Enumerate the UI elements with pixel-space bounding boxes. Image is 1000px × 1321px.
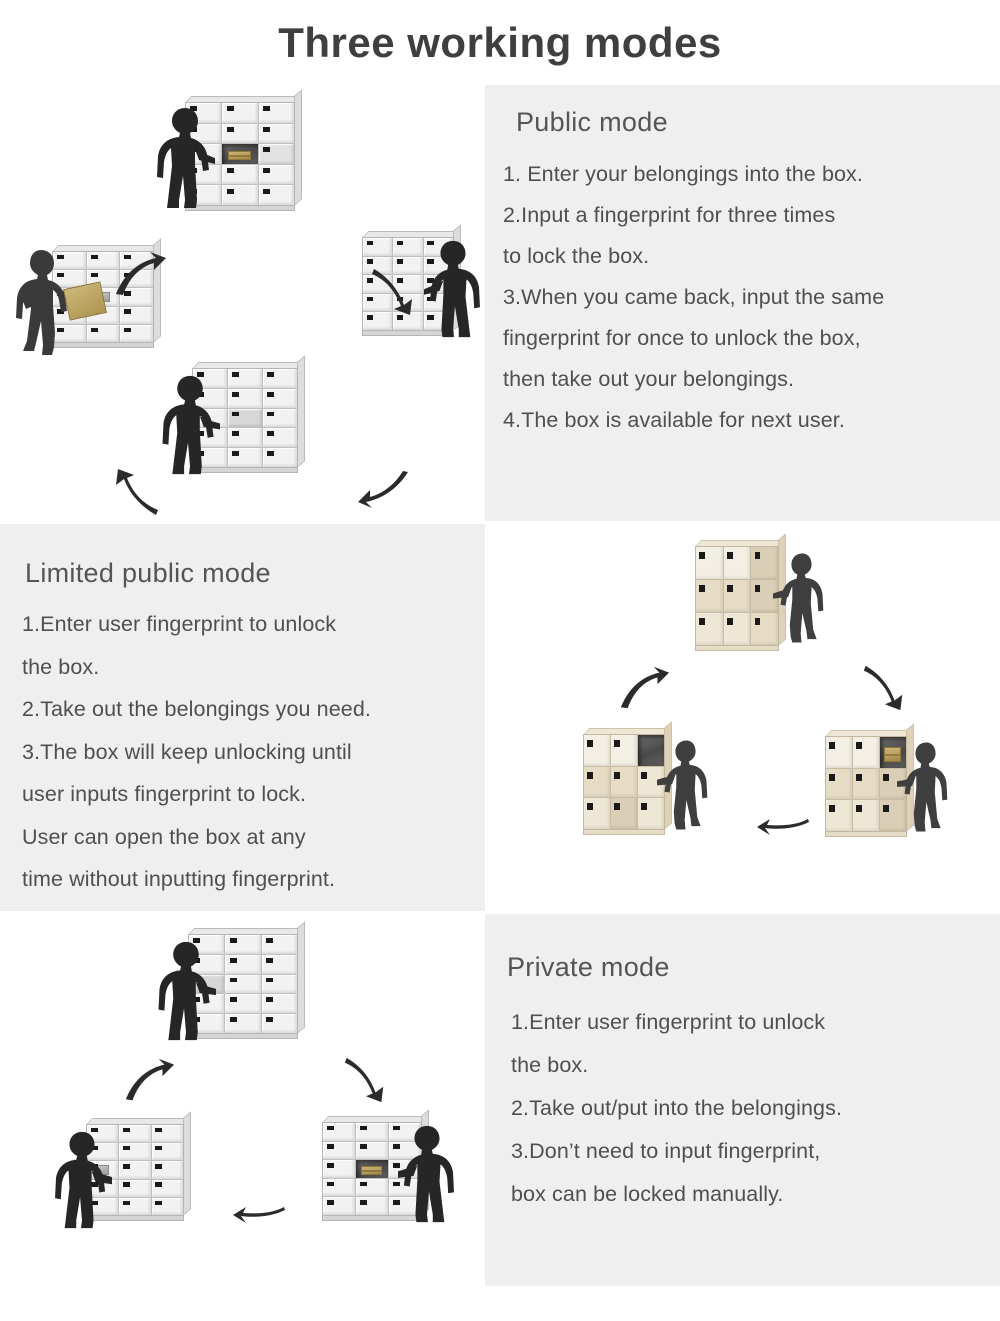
locker-door[interactable]	[263, 389, 297, 408]
private-step-2: 2.Take out/put into the belongings.	[511, 1096, 843, 1120]
private-step-1-cont: the box.	[511, 1053, 589, 1077]
man-silhouette	[155, 104, 215, 212]
locker-door[interactable]	[263, 369, 297, 388]
public-mode-step-3-cont-a: fingerprint for once to unlock the box,	[503, 326, 861, 350]
arrow-top-to-right	[368, 265, 418, 317]
public-mode-step-2-cont: to lock the box.	[503, 244, 650, 268]
public-mode-step-4: 4.The box is available for next user.	[503, 408, 845, 432]
private-mode-illustration-panel	[0, 914, 485, 1286]
limited-public-mode-illustration-panel	[485, 524, 1000, 911]
man-silhouette	[52, 1128, 112, 1232]
man-silhouette	[398, 1122, 456, 1226]
locker-door[interactable]	[584, 767, 610, 798]
limited-public-mode-title: Limited public mode	[25, 558, 271, 588]
limited-public-mode-text-panel	[0, 524, 485, 911]
node-man-taking-parcel	[322, 1122, 422, 1216]
locker-door[interactable]	[263, 409, 297, 428]
locker-door[interactable]	[724, 613, 751, 645]
locker-door[interactable]	[724, 547, 751, 579]
locker-door[interactable]	[119, 1125, 150, 1142]
public-mode-title: Public mode	[516, 107, 668, 137]
locker-door[interactable]	[356, 1142, 388, 1160]
public-mode-text-panel	[485, 85, 1000, 521]
man-silhouette	[160, 372, 220, 478]
woman-silhouette	[773, 546, 825, 650]
page-title: Three working modes	[278, 18, 722, 66]
locker-door[interactable]	[826, 769, 852, 800]
arrow-right-to-bottom	[358, 470, 412, 512]
locker-door[interactable]	[323, 1123, 355, 1141]
locker-door-open[interactable]	[222, 144, 257, 164]
locker-door[interactable]	[584, 798, 610, 829]
public-mode-text	[485, 85, 1000, 451]
arrow-top-to-right	[859, 662, 909, 712]
public-mode-step-3-cont-b: then take out your belongings.	[503, 367, 795, 391]
locker-door[interactable]	[262, 935, 297, 954]
locker-door[interactable]	[225, 1014, 260, 1033]
cabinet-side	[297, 921, 305, 1034]
man-silhouette	[156, 938, 216, 1044]
locker-door[interactable]	[611, 798, 637, 829]
locker-door-grid	[695, 546, 779, 646]
locker-door[interactable]	[611, 767, 637, 798]
arrow-right-to-left	[757, 816, 811, 842]
public-mode-step-2: 2.Input a fingerprint for three times	[503, 203, 836, 227]
locker-door[interactable]	[323, 1179, 355, 1197]
locker-door[interactable]	[262, 994, 297, 1013]
limited-public-mode-cycle-diagram	[485, 524, 1000, 911]
locker-door[interactable]	[259, 124, 294, 144]
locker-door-open[interactable]	[356, 1160, 388, 1178]
locker-door[interactable]	[611, 735, 637, 766]
limited-step-2: 2.Take out the belongings you need.	[22, 697, 371, 721]
cabinet-side	[294, 89, 302, 206]
limited-step-1-cont: the box.	[22, 654, 100, 679]
private-step-3: 3.Don’t need to input fingerprint,	[511, 1139, 821, 1163]
arrow-left-to-top	[112, 250, 168, 298]
locker-door[interactable]	[259, 103, 294, 123]
locker-door[interactable]	[225, 994, 260, 1013]
node-woman-reaching-locker	[583, 734, 665, 830]
locker-door[interactable]	[853, 800, 879, 831]
locker-door[interactable]	[228, 389, 262, 408]
limited-step-1: 1.Enter user fingerprint to unlock	[22, 612, 337, 636]
private-mode-cycle-diagram	[0, 914, 485, 1286]
arrow-left-to-top	[617, 664, 671, 712]
private-step-3-cont: box can be locked manually.	[511, 1182, 784, 1206]
locker-door[interactable]	[152, 1161, 183, 1178]
parcel-icon	[228, 151, 251, 160]
locker-door[interactable]	[262, 1014, 297, 1033]
locker-door[interactable]	[120, 307, 153, 324]
node-woman-touching-locker	[695, 546, 779, 646]
locker-door[interactable]	[119, 1161, 150, 1178]
locker-door-grid	[825, 736, 907, 832]
node-man-placing-parcel	[185, 102, 295, 206]
arrow-left-to-top	[122, 1056, 176, 1104]
woman-silhouette	[657, 734, 709, 836]
locker-door[interactable]	[120, 325, 153, 342]
locker-door[interactable]	[363, 238, 392, 256]
wood-locker-cabinet	[825, 736, 907, 832]
locker-door[interactable]	[152, 1198, 183, 1215]
private-mode-title: Private mode	[507, 952, 670, 982]
locker-door[interactable]	[222, 124, 257, 144]
arrow-bottom-to-left	[112, 467, 162, 517]
locker-door[interactable]	[119, 1198, 150, 1215]
section-private-mode	[0, 914, 1000, 1286]
locker-door[interactable]	[225, 935, 260, 954]
cabinet-side	[183, 1111, 191, 1216]
public-mode-illustration-panel	[0, 85, 485, 521]
locker-door[interactable]	[222, 165, 257, 185]
locker-door-grid	[583, 734, 665, 830]
locker-door[interactable]	[222, 185, 257, 205]
locker-door[interactable]	[228, 369, 262, 388]
locker-door[interactable]	[259, 185, 294, 205]
node-man-fingerprint-panel	[86, 1124, 184, 1216]
locker-door[interactable]	[826, 737, 852, 768]
arrow-right-to-left	[232, 1204, 288, 1230]
node-man-unlocking-door	[188, 934, 298, 1034]
locker-door[interactable]	[259, 165, 294, 185]
locker-door[interactable]	[262, 955, 297, 974]
public-mode-cycle-diagram	[0, 85, 485, 521]
node-woman-opening-locker	[825, 736, 907, 832]
private-mode-text-panel	[485, 914, 1000, 1286]
limited-step-3: 3.The box will keep unlocking until	[22, 739, 352, 764]
limited-note-a: User can open the box at any	[22, 824, 306, 849]
public-mode-step-3: 3.When you came back, input the same	[503, 285, 885, 309]
cabinet-side	[297, 355, 305, 468]
parcel-icon	[361, 1166, 382, 1174]
locker-door[interactable]	[853, 769, 879, 800]
locker-door[interactable]	[356, 1123, 388, 1141]
man-silhouette	[424, 237, 482, 341]
locker-door[interactable]	[323, 1160, 355, 1178]
locker-door[interactable]	[225, 955, 260, 974]
footer-spacer	[0, 1286, 1000, 1321]
locker-door[interactable]	[356, 1179, 388, 1197]
locker-door[interactable]	[263, 428, 297, 447]
private-mode-text	[485, 914, 1000, 1226]
locker-door[interactable]	[853, 737, 879, 768]
locker-door[interactable]	[119, 1143, 150, 1160]
locker-door[interactable]	[323, 1197, 355, 1215]
section-public-mode	[0, 85, 1000, 521]
locker-door[interactable]	[696, 580, 723, 612]
locker-door[interactable]	[222, 103, 257, 123]
locker-door[interactable]	[228, 409, 262, 428]
limited-note-b: time without inputting fingerprint.	[22, 867, 336, 891]
locker-door[interactable]	[262, 975, 297, 994]
page-header	[0, 0, 1000, 85]
locker-door[interactable]	[228, 428, 262, 447]
locker-door[interactable]	[323, 1142, 355, 1160]
wood-locker-cabinet	[695, 546, 779, 646]
node-man-closing-door	[192, 368, 298, 468]
locker-door[interactable]	[826, 800, 852, 831]
wood-locker-cabinet	[583, 734, 665, 830]
locker-door[interactable]	[584, 735, 610, 766]
section-limited-public-mode	[0, 524, 1000, 911]
limited-public-mode-text	[0, 524, 485, 911]
locker-door[interactable]	[152, 1180, 183, 1197]
locker-door[interactable]	[724, 580, 751, 612]
locker-door[interactable]	[152, 1143, 183, 1160]
locker-door[interactable]	[228, 448, 262, 467]
private-step-1: 1.Enter user fingerprint to unlock	[511, 1010, 826, 1034]
arrow-top-to-right	[340, 1054, 390, 1104]
locker-door[interactable]	[119, 1180, 150, 1197]
locker-door[interactable]	[225, 975, 260, 994]
locker-door[interactable]	[259, 144, 294, 164]
locker-door[interactable]	[152, 1125, 183, 1142]
locker-door[interactable]	[263, 448, 297, 467]
locker-door[interactable]	[356, 1197, 388, 1215]
locker-door[interactable]	[696, 547, 723, 579]
limited-step-3-cont: user inputs fingerprint to lock.	[22, 782, 307, 806]
woman-silhouette	[897, 736, 949, 838]
locker-door[interactable]	[696, 613, 723, 645]
locker-door[interactable]	[393, 238, 422, 256]
locker-door[interactable]	[87, 325, 120, 342]
public-mode-step-1: 1. Enter your belongings into the box.	[503, 162, 863, 186]
